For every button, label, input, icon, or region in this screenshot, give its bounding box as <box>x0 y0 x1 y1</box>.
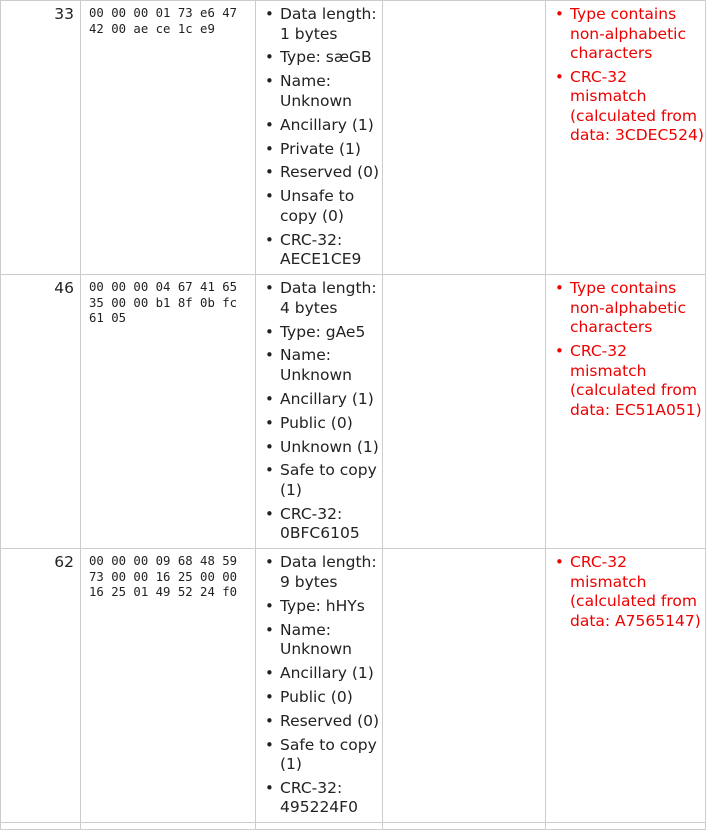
error-list <box>546 275 705 420</box>
error-item: • Type contains non-alphabetic characters <box>570 5 705 64</box>
chunk-offset: 33 <box>1 1 81 275</box>
table-row <box>1 549 706 823</box>
chunk-empty-cell <box>383 549 546 823</box>
info-item: • Type: sæGB <box>280 48 382 68</box>
chunk-empty-cell <box>383 275 546 549</box>
chunk-info-list <box>256 1 382 270</box>
error-item: • CRC-32 mismatch (calculated from data: 3CDEC524) <box>570 68 705 146</box>
chunk-info <box>256 549 383 823</box>
info-item: • CRC-32: AECE1CE9 <box>280 231 382 270</box>
chunk-offset: 46 <box>1 275 81 549</box>
info-item: • Name: Unknown <box>280 72 382 111</box>
info-item: • Public (0) <box>280 688 382 708</box>
info-item: • Safe to copy (1) <box>280 736 382 775</box>
error-item: • CRC-32 mismatch (calculated from data: EC51A051) <box>570 342 705 420</box>
chunk-offset: 62 <box>1 549 81 823</box>
info-item: • CRC-32: 0BFC6105 <box>280 505 382 544</box>
info-item: • Name: Unknown <box>280 346 382 385</box>
info-item: • Safe to copy (1) <box>280 461 382 500</box>
info-item: • Reserved (0) <box>280 712 382 732</box>
info-item: • Public (0) <box>280 414 382 434</box>
chunk-hex: 00 00 00 04 67 41 65 35 00 00 b1 8f 0b fc 61 05 <box>81 275 256 549</box>
info-item: • Type: hHYs <box>280 597 382 617</box>
info-item: • Reserved (0) <box>280 163 382 183</box>
info-item: • Ancillary (1) <box>280 390 382 410</box>
error-item: • Type contains non-alphabetic characters <box>570 279 705 338</box>
chunk-table-body <box>1 1 706 830</box>
info-item: • Unknown (1) <box>280 438 382 458</box>
info-item: • Private (1) <box>280 140 382 160</box>
info-item: • CRC-32: 495224F0 <box>280 779 382 818</box>
info-item: • Data length: 4 bytes <box>280 279 382 318</box>
error-list <box>546 1 705 146</box>
info-item: • Ancillary (1) <box>280 116 382 136</box>
table-row <box>1 1 706 275</box>
table-row <box>1 275 706 549</box>
chunk-errors <box>546 549 706 823</box>
chunk-info-list <box>256 275 382 544</box>
info-item: • Name: Unknown <box>280 621 382 660</box>
chunk-errors <box>546 275 706 549</box>
info-item: • Unsafe to copy (0) <box>280 187 382 226</box>
chunk-empty-cell <box>383 1 546 275</box>
chunk-info <box>256 1 383 275</box>
info-item: • Data length: 9 bytes <box>280 553 382 592</box>
info-item: • Data length: 1 bytes <box>280 5 382 44</box>
chunk-hex: 00 00 00 01 73 e6 47 42 00 ae ce 1c e9 <box>81 1 256 275</box>
error-list <box>546 549 705 631</box>
info-item: • Ancillary (1) <box>280 664 382 684</box>
chunk-info-list <box>256 549 382 818</box>
chunk-info <box>256 275 383 549</box>
info-item: • Type: gAe5 <box>280 323 382 343</box>
error-item: • CRC-32 mismatch (calculated from data: A7565147) <box>570 553 705 631</box>
chunk-errors <box>546 1 706 275</box>
chunk-hex: 00 00 00 09 68 48 59 73 00 00 16 25 00 00 16 25 01 49 52 24 f0 <box>81 549 256 823</box>
